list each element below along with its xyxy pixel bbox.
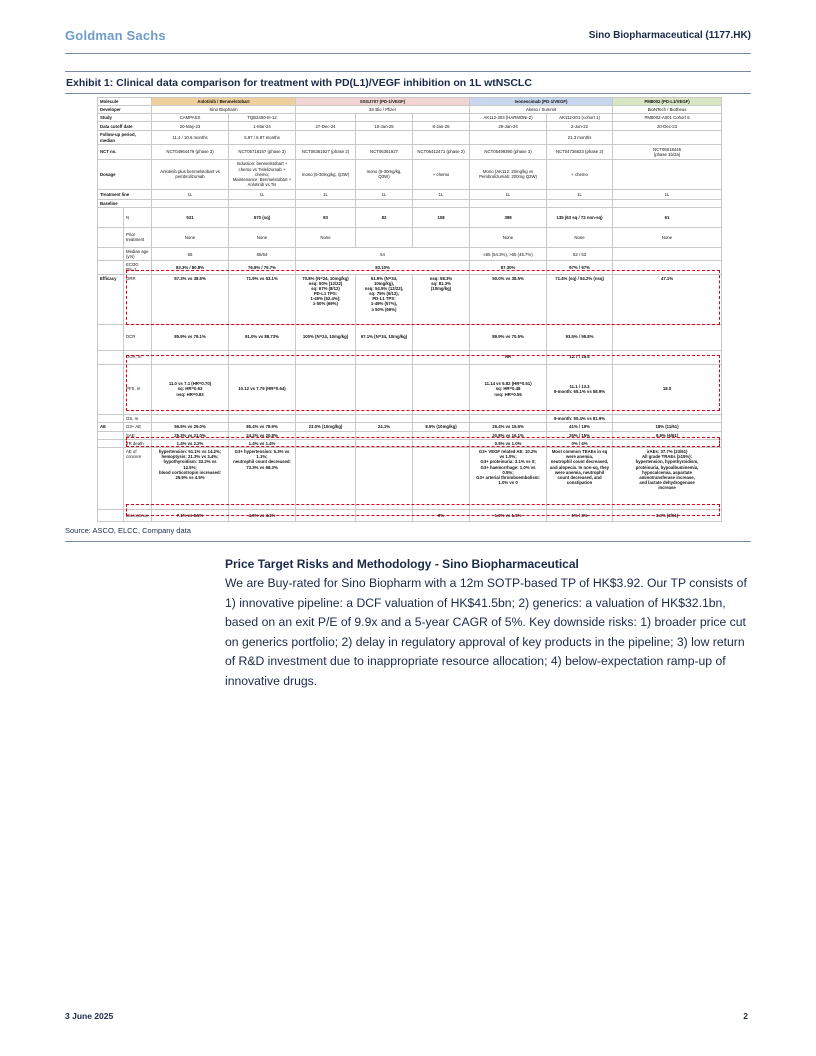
table-cell: 65 (152, 247, 229, 260)
table-cell: 135 (63 sq / 72 non-sq) (547, 207, 613, 227)
cell-line: ≥ 50% (69%) (313, 301, 338, 307)
cell-line: and lactate dehydrogenase (639, 479, 695, 485)
table-cell: 570 (sq) (229, 207, 296, 227)
cell-line: count decreased, and (557, 474, 602, 480)
table-cell: 10.12 vs 7.79 (HR=0.64) (229, 364, 296, 414)
cell-line: 11.0 vs 7.1 (HR=0.70) (168, 381, 212, 387)
row-label: Follow-up period, median (98, 131, 152, 144)
cell-line: 1.0% vs 0 (498, 479, 518, 485)
header-divider (65, 53, 751, 54)
table-cell: 87.30% (470, 261, 547, 274)
table-cell (152, 448, 229, 510)
cell-line: sq: 81.3% (431, 280, 451, 286)
row-developer (98, 106, 722, 114)
highlight-trdeath (126, 437, 720, 447)
row-label: Median age (yrs) (124, 247, 152, 260)
table-cell: 27-Dec-24 (296, 122, 356, 131)
table-cell: 65/64 (229, 247, 296, 260)
table-cell: 91.0% vs 88.73% (229, 324, 296, 350)
table-cell: 8-Jan-25 (413, 122, 470, 131)
brand-logo: Goldman Sachs (65, 28, 166, 43)
table-cell: 83 (356, 207, 413, 227)
table-cell: 57.3% vs 38.5% (152, 274, 229, 324)
table-cell (613, 448, 722, 510)
cell-line: G3+ hypertension: 5.3% vs (234, 449, 290, 455)
table-cell: 83.10% (296, 261, 470, 274)
table-cell (613, 131, 722, 144)
row-label: Developer (98, 106, 152, 114)
row-label: PFS, m (124, 364, 152, 414)
cell-line: 11.1 / 13.3 (569, 383, 590, 389)
cell-line: increase (658, 485, 676, 491)
row-g3ae (98, 422, 722, 431)
row-line (98, 189, 722, 199)
cell-line: nsq: HR=0.55 (494, 391, 522, 397)
table-cell (613, 247, 722, 260)
table-cell (229, 159, 296, 189)
cell-line: nsq: HR=0.83 (176, 391, 204, 397)
table-cell (152, 414, 229, 422)
table-cell: 10-Jan-25 (356, 122, 413, 131)
table-cell (613, 159, 722, 189)
group-cell (98, 227, 124, 247)
row-baseline (98, 199, 722, 207)
company-name: Sino Biopharmaceutical (1177.HK) (588, 30, 751, 41)
row-n (98, 207, 722, 227)
row-label: NCT no. (98, 144, 152, 159)
cell-line: 12.5%; (183, 464, 197, 470)
cell-line: chemo; (254, 171, 270, 177)
cell-line: neutrophil count decreased, (550, 459, 609, 465)
table-cell: 56.5% vs 29.0% (152, 422, 229, 431)
table-cell: NCT05718167 (phase 3) (229, 144, 296, 159)
row-age (98, 247, 722, 260)
row-label: ORR (124, 274, 152, 324)
table-cell: 61 (613, 207, 722, 227)
cell-line: nsq: 54.5% (12/22), (364, 285, 404, 291)
table-cell (296, 414, 356, 422)
table-cell: 3S Bio / Pfizer (296, 106, 470, 114)
table-cell: 8.9% (10mg/kg) (413, 422, 470, 431)
table-cell: NCT04736823 (phase 2) (547, 144, 613, 159)
group-cell (98, 324, 124, 350)
cell-line: aminotransferase increase, (639, 474, 695, 480)
table-cell: 6.97 / 6.87 months (229, 131, 296, 144)
table-cell (470, 159, 547, 189)
row-cutoff (98, 122, 722, 131)
table-cell: Sino Biopharm (152, 106, 296, 114)
cell-line: PD-L1 TPS: (372, 296, 396, 302)
cell-line: chemo vs Tislelizumab + (238, 166, 286, 172)
table-cell: AK112-201 (cohort 1) (547, 114, 613, 122)
table-cell (152, 199, 229, 207)
table-cell: 97.1% (N=34, 10mg/kg) (356, 324, 413, 350)
row-label: Molecule (98, 98, 152, 106)
table-cell (413, 414, 470, 422)
table-cell: AK112-303 (HARMONi-2) (470, 114, 547, 122)
cell-line: irAEs: 37.7% (23/61) (646, 449, 688, 455)
row-molecule (98, 98, 722, 106)
table-cell: 85.9% vs 79.1% (152, 324, 229, 350)
table-cell (296, 114, 356, 122)
table-cell: 24.1% (356, 422, 413, 431)
row-label: N (124, 207, 152, 227)
table-cell (613, 324, 722, 350)
row-label: ECOG PS=1 (124, 261, 152, 274)
table-cell: 0% / 4% (547, 439, 613, 447)
cell-line: hypocalcemia, aspartate (642, 469, 692, 475)
table-cell: + chemo (413, 159, 470, 189)
cell-line: sq: 75% (9/12), (369, 291, 399, 297)
row-label: G3+ AE (124, 422, 152, 431)
exhibit-title: Exhibit 1: Clinical data comparison for treatment with PD(L1)/VEGF inhibition on 1L wtNSCLC (66, 77, 532, 89)
table-cell (413, 324, 470, 350)
group-cell (98, 247, 124, 260)
cell-line: neutrophil count decreased: (233, 459, 291, 465)
row-dcr (98, 324, 722, 350)
table-cell (613, 144, 722, 159)
table-cell: None (470, 227, 547, 247)
table-cell: 0.5% vs 1.0% (470, 439, 547, 447)
table-cell: None (152, 227, 229, 247)
table-cell: BioNTech / Biotheus (613, 106, 722, 114)
cell-line: G3+ proteinuria: 3.1% vs 0; (480, 459, 536, 465)
source-divider (65, 541, 751, 542)
table-cell (470, 414, 547, 422)
row-label: AE of concern (124, 448, 152, 510)
cell-line: hemoptysis: 21.3% vs 3.4%; (161, 454, 219, 460)
cell-line: All grade TRAEs (≥15%): (641, 454, 693, 460)
row-label: Discontinue (124, 510, 152, 522)
table-cell: 2-Jun-22 (547, 122, 613, 131)
table-cell: + chemo (547, 159, 613, 189)
cell-line: 9-month: 65.1% vs 58.9% (553, 389, 606, 395)
table-cell: NR (470, 350, 547, 364)
table-cell: None (296, 227, 356, 247)
table-cell (356, 159, 413, 189)
row-label: Dosage (98, 159, 152, 189)
row-aeconcern (98, 448, 722, 510)
row-followup (98, 131, 722, 144)
table-cell: 41% / 19% (547, 422, 613, 431)
table-cell (413, 131, 470, 144)
table-cell (547, 448, 613, 510)
table-cell (547, 199, 613, 207)
group-cell (98, 439, 124, 447)
table-cell (229, 199, 296, 207)
table-cell (613, 199, 722, 207)
cell-line: 61.9% (N=34, (370, 275, 398, 281)
table-cell: CAMPASS (152, 114, 229, 122)
table-cell: 9-month: 90.4% vs 81.9% (547, 414, 613, 422)
group-cell (98, 350, 124, 364)
row-prior (98, 227, 722, 247)
group-label-efficacy: Efficacy (98, 274, 124, 324)
table-cell: 18% (11/61) (613, 422, 722, 431)
table-cell (470, 448, 547, 510)
cell-line: ≥ 50% (69%) (371, 306, 397, 312)
table-cell: 20-May-23 (152, 122, 229, 131)
table-cell: NCT06361927 (phase 2) (296, 144, 356, 159)
molecule-pm8002: PM8002 (PD-L1/VEGF) (613, 98, 722, 106)
table-cell: 1L (613, 189, 722, 199)
group-cell (98, 414, 124, 422)
table-cell: 1L (152, 189, 229, 199)
cell-line: 70.8% (N=24, 10mg/kg) (302, 275, 349, 281)
table-cell (229, 448, 296, 510)
cell-line: nsq: 58.3% (429, 275, 453, 281)
cell-line: 0.5%; (502, 469, 514, 475)
table-cell: 4.9% vs 4.1% (229, 510, 296, 522)
table-cell: Akeso / Summit (470, 106, 613, 114)
row-label: Baseline (98, 199, 152, 207)
group-cell (98, 207, 124, 227)
table-cell: 1L (413, 189, 470, 199)
cell-line: PD-L1 TPS: (313, 291, 338, 297)
highlight-orr (126, 270, 720, 325)
cell-line: G3+ arterial thromboembolism: (476, 474, 540, 480)
table-cell: TQB2450-III-12 (229, 114, 296, 122)
table-cell: 24.2% vs 20.8% (229, 431, 296, 439)
table-cell (613, 414, 722, 422)
cell-line: Maintenance: Benmelstobart + (232, 176, 292, 182)
table-cell: 20.8% vs 16.1% (470, 431, 547, 439)
table-cell (356, 448, 413, 510)
table-cell: PM8002-A001 Cohort 6 (613, 114, 722, 122)
group-label-ae: AE (98, 422, 124, 431)
table-cell (470, 199, 547, 207)
row-study (98, 114, 722, 122)
exhibit-top-divider (65, 71, 751, 72)
section-title: Price Target Risks and Methodology - Sino Biopharmaceutical (225, 557, 579, 571)
table-cell: 7.1% vs 8.5% (152, 510, 229, 522)
table-cell (229, 414, 296, 422)
table-cell (296, 199, 356, 207)
row-label: TR death (124, 439, 152, 447)
table-cell: 50.0% vs 38.5% (470, 274, 547, 324)
cell-line: constipation (566, 479, 593, 485)
cell-line: Q3W) (378, 174, 390, 180)
cell-line: blood corticotropin increased: (158, 469, 222, 475)
group-cell (98, 510, 124, 522)
cell-line: mono (5-30mg/kg, (366, 169, 402, 175)
row-nct (98, 144, 722, 159)
cell-line: (10mg/kg) (430, 285, 452, 291)
group-cell (98, 431, 124, 439)
row-os (98, 414, 722, 422)
cell-line: 1-49% (57%), (370, 301, 398, 307)
cell-line: G3+ haemorrhage: 1.0% vs (480, 464, 536, 470)
row-dosage (98, 159, 722, 189)
cell-line: hypothyroidism: 33.2% vs (163, 459, 217, 465)
cell-line: hypertension: 51.1% vs 14.2%; (158, 449, 222, 455)
table-cell: Anlotinib plus benmelstobart vs pembrolizumab (152, 159, 229, 189)
table-cell: 29.4% vs 15.6% (470, 422, 547, 431)
row-label: Study (98, 114, 152, 122)
table-cell (470, 131, 547, 144)
table-cell: None (229, 227, 296, 247)
table-cell: None (547, 227, 613, 247)
table-cell: 108 (413, 207, 470, 227)
cell-line: vs 1.0%; (499, 454, 517, 460)
highlight-discontinue (126, 504, 720, 516)
table-cell: 1L (470, 189, 547, 199)
cell-line: 1.1%; (256, 454, 268, 460)
table-cell (356, 114, 413, 122)
cell-line: were anemia, neutrophil (554, 469, 605, 475)
table-cell: 23.0% (10mg/kg) (296, 422, 356, 431)
table-cell: 9.8% (6/61) (613, 431, 722, 439)
cell-line: Most common TEAEs in sq (551, 449, 608, 455)
table-cell (413, 199, 470, 207)
table-cell: 93.5% / 95.8% (547, 324, 613, 350)
row-label: Prior treatment (124, 227, 152, 247)
cell-line: sq: 67% (8/12) (311, 285, 340, 291)
table-cell: 76.8% / 75.7% (229, 261, 296, 274)
cell-line: and alopecia. In non-sq, they (550, 464, 610, 470)
cell-line: Anlotinib vs Tis (247, 182, 277, 188)
table-cell: 12.7 / 15.4 (547, 350, 613, 364)
table-cell (356, 131, 413, 144)
table-cell (413, 448, 470, 510)
group-cell (98, 261, 124, 274)
cell-line: hypertension, hypothyroidism, (635, 459, 699, 465)
cell-line: Induction: benmelstobart + (236, 161, 288, 167)
table-cell: 1.4% vs 1.4% (229, 439, 296, 447)
table-cell: 1.0% vs 1.5% (470, 510, 547, 522)
molecule-ivonescimab: Ivonescimab (PD-1/VEGF) (470, 98, 613, 106)
table-cell: 1L (296, 189, 356, 199)
table-cell (356, 414, 413, 422)
table-cell: 83 (296, 207, 356, 227)
table-cell (356, 199, 413, 207)
table-cell: 1-Mar-24 (229, 122, 296, 131)
table-cell: 52 / 53 (547, 247, 613, 260)
row-label: DCR (124, 324, 152, 350)
page-number: 2 (743, 1011, 748, 1021)
cell-line: 1-49% (52.4%); (310, 296, 341, 302)
row-label: DOR, m (124, 350, 152, 364)
cell-line: G3+ VEGF related AE: 10.2% (478, 449, 538, 455)
cell-line: 73.3% vs 68.3% (246, 464, 278, 470)
table-cell: NCT06361927 (356, 144, 413, 159)
table-cell: 1.4% vs 2.2% (152, 439, 229, 447)
table-cell: 1% / 3% (547, 510, 613, 522)
table-cell: 18.0 (613, 364, 722, 414)
molecule-anlotinib: Anlotinib / Benmelstobart (152, 98, 296, 106)
table-cell: 25% / 15% (547, 431, 613, 439)
table-cell: 11.4 / 10.6 months (152, 131, 229, 144)
table-cell: 64 (296, 247, 470, 260)
cell-line: 10mg/kg), (373, 280, 395, 286)
cell-line: Mono (AK112: 20mg/kg vs (482, 169, 534, 175)
table-cell: 25.3% vs 21.0% (152, 431, 229, 439)
table-cell: 398 (470, 207, 547, 227)
row-label: OS, m (124, 414, 152, 422)
cell-line: nsq: 50% (12/22) (308, 280, 343, 286)
table-cell: 100% (N=24, 10mg/kg) (296, 324, 356, 350)
table-cell: NCT05499390 (phase 3) (470, 144, 547, 159)
table-cell: ≤65 (54.3%), >65 (45.7%) (470, 247, 547, 260)
cell-line: were anemia, (566, 454, 594, 460)
table-cell: 83.3% / 80.8% (152, 261, 229, 274)
source-note: Source: ASCO, ELCC, Company data (65, 526, 191, 535)
cell-line: 25.9% vs 4.5% (175, 474, 205, 480)
page-header (65, 28, 751, 48)
table-cell: 1L (229, 189, 296, 199)
cell-line: 11.14 vs 5.82 (HR=0.51) (484, 381, 532, 387)
table-cell (296, 131, 356, 144)
table-cell: 1L (356, 189, 413, 199)
row-label: Treatment line (98, 189, 152, 199)
cell-line: proteinuria, hypoalbuminemia, (635, 464, 699, 470)
table-cell: mono (5-30mg/kg, Q3W) (296, 159, 356, 189)
table-cell: 0% (413, 510, 470, 522)
table-cell: 21.3 months (547, 131, 613, 144)
cell-line: NCT05918445 (653, 146, 682, 152)
cell-line: sq: HR=0.63 (177, 386, 203, 392)
footer-date: 3 June 2025 (65, 1011, 114, 1021)
table-cell: None (613, 227, 722, 247)
table-cell: 3.3% (2/61) (613, 510, 722, 522)
table-cell (296, 448, 356, 510)
table-cell: 531 (152, 207, 229, 227)
table-cell: 71.9% vs 53.1% (229, 274, 296, 324)
table-cell: NCT06412471 (phase 2) (413, 144, 470, 159)
highlight-pfs (126, 355, 720, 411)
table-cell: NCT04964479 (phase 3) (152, 144, 229, 159)
table-cell (413, 114, 470, 122)
section-body: We are Buy-rated for Sino Biopharm with a 12m SOTP-based TP of HK$3.92. Our TP consists of 1) innovative pipeline: a DCF valuation of HK$41.5bn; 2) generics: a valuation of HK$32.1bn, based on an exit P/E of 9.9x and a 5-year CAGR of 5%. Key downside risks: 1) broader price cut on generics portfolio; 2) delay in regulatory approval of key products in the pipeline; 3) low return of R&D investment due to inappropriate resource allocation; 4) below-expectation ramp-up of innovative drugs. (225, 576, 747, 688)
table-cell: 47.1% (613, 274, 722, 324)
cell-line: (phase 1b/2a) (653, 151, 681, 157)
molecule-ssgj707: SSGJ707 (PD-1/VEGF) (296, 98, 470, 106)
table-cell (413, 227, 470, 247)
table-cell: 1L (547, 189, 613, 199)
group-cell (98, 364, 124, 414)
row-label: SAE (124, 431, 152, 439)
table-cell: 89.9% vs 70.5% (470, 324, 547, 350)
table-cell: 97% / 97% (547, 261, 613, 274)
row-label: Data cutoff date (98, 122, 152, 131)
table-cell: 71.4% (sq) / 54.2% (nsq) (547, 274, 613, 324)
table-cell (356, 227, 413, 247)
cell-line: Pembrolizumab: 200mg Q3W) (479, 174, 537, 180)
table-cell: 85.4% vs 78.9% (229, 422, 296, 431)
exhibit-title-divider (65, 93, 751, 94)
cell-line: sq: HR=0.48 (495, 386, 521, 392)
table-cell: 20-Dec-23 (613, 122, 722, 131)
table-cell: 29-Jan-24 (470, 122, 547, 131)
group-cell (98, 448, 124, 510)
